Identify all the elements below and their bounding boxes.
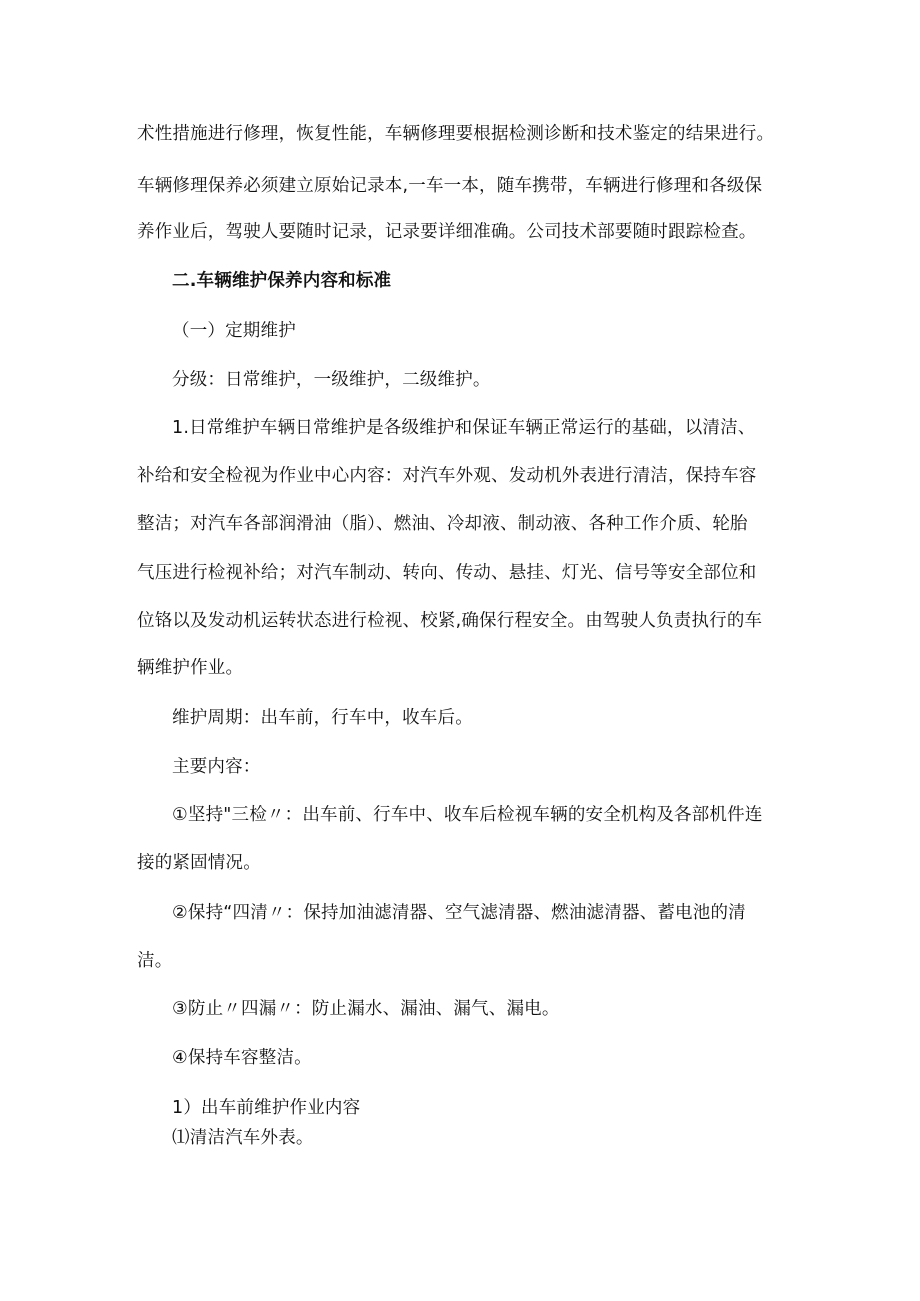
paragraph-daily-line-1: 1.日常维护车辆日常维护是各级维护和保证车辆正常运行的基础，以清洁、	[172, 418, 756, 438]
paragraph-intro-line-2: 车辆修理保养必须建立原始记录本,一车一本，随车携带，车辆进行修理和各级保	[137, 176, 763, 196]
section-heading: 二.车辆维护保养内容和标准	[172, 271, 392, 291]
paragraph-intro-line-3: 养作业后，驾驶人要随时记录，记录要详细准确。公司技术部要随时跟踪检查。	[137, 222, 757, 242]
main-content-label: 主要内容：	[172, 757, 261, 777]
pre-trip-item-1: ⑴清洁汽车外表。	[172, 1128, 314, 1148]
paragraph-daily-line-5: 位铬以及发动机运转状态进行检视、校紧,确保行程安全。由驾驶人负责执行的车	[137, 611, 763, 631]
item-2-line-1: ②保持“四清〃：保持加油滤清器、空气滤清器、燃油滤清器、蓄电池的清	[172, 903, 746, 923]
paragraph-daily-line-4: 气压进行检视补给；对汽车制动、转向、传动、悬挂、灯光、信号等安全部位和	[137, 563, 757, 583]
item-1-line-2: 接的紧固情况。	[137, 853, 261, 873]
item-3-line: ③防止〃四漏〃：防止漏水、漏油、漏气、漏电。	[172, 999, 560, 1019]
subsection-heading: （一）定期维护	[172, 321, 296, 341]
item-2-line-2: 洁。	[137, 951, 173, 971]
paragraph-daily-line-6: 辆维护作业。	[137, 658, 244, 678]
item-1-line-1: ①坚持"三检〃：出车前、行车中、收车后检视车辆的安全机构及各部机件连	[172, 805, 763, 825]
maintenance-period-line: 维护周期：出车前，行车中，收车后。	[172, 708, 473, 728]
grading-line: 分级：日常维护，一级维护，二级维护。	[172, 370, 491, 390]
paragraph-intro-line-1: 术性措施进行修理，恢复性能，车辆修理要根据检测诊断和技术鉴定的结果进行。	[137, 124, 775, 144]
paragraph-daily-line-2: 补给和安全检视为作业中心内容：对汽车外观、发动机外表进行清洁，保持车容	[137, 466, 757, 486]
paragraph-daily-line-3: 整洁；对汽车各部润滑油（脂）、燃油、冷却液、制动液、各种工作介质、轮胎	[137, 514, 748, 534]
pre-trip-heading: 1）出车前维护作业内容	[172, 1098, 361, 1118]
item-4-line: ④保持车容整洁。	[172, 1048, 312, 1068]
